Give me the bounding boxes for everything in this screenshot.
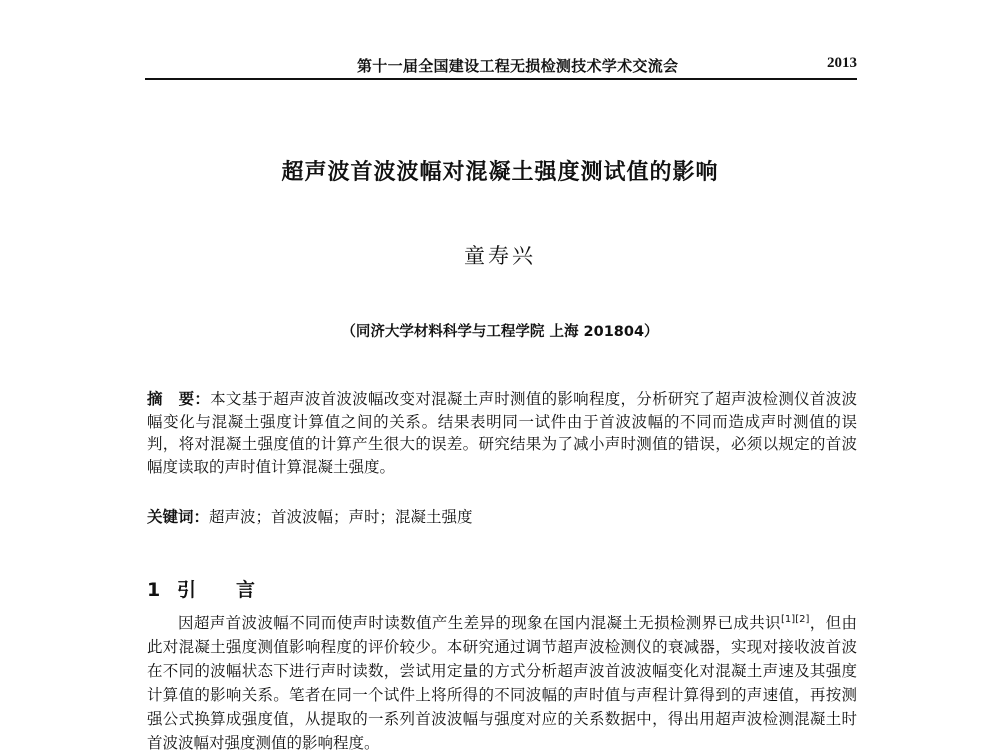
- keywords-text: 超声波；首波波幅；声时；混凝土强度: [209, 508, 473, 526]
- header-year: 2013: [827, 55, 857, 71]
- running-header: [145, 52, 857, 80]
- author-affiliation: （同济大学材料科学与工程学院 上海 201804）: [341, 324, 659, 340]
- keywords: [147, 506, 857, 528]
- paper-author: 童寿兴: [464, 244, 536, 268]
- conference-name: 第十一届全国建设工程无损检测技术学术交流会: [357, 57, 679, 75]
- section-title: 引言: [177, 579, 296, 601]
- abstract: [147, 388, 857, 478]
- paper-title: 超声波首波波幅对混凝土强度测试值的影响: [281, 160, 719, 185]
- section-number: 1: [147, 579, 161, 601]
- citation-refs: [1][2]: [781, 613, 810, 625]
- intro-paragraph: [147, 611, 857, 755]
- abstract-label: 摘 要：: [147, 390, 211, 408]
- keywords-label: 关键词：: [147, 508, 210, 526]
- abstract-text: 本文基于超声波首波波幅改变对混凝土声时测值的影响程度，分析研究了超声波检测仪首波波幅变化与混凝土强度计算值之间的关系。结果表明同一试件由于首波波幅的不同而造成声时测值的误判，将对混凝土强度值的计算产生很大的误差。研究结果为了减小声时测值的错误，必须以规定的首波幅度读取的声时值计算混凝土强度。: [147, 390, 857, 476]
- section-heading: [147, 575, 295, 602]
- paragraph-rest: ，但由此对混凝土强度测值影响程度的评价较少。本研究通过调节超声波检测仪的衰减器，实现对接收波首波在不同的波幅状态下进行声时读数，尝试用定量的方式分析超声波首波波幅变化对混凝土声速及其强度计算值的影响关系。笔者在同一个试件上将所得的不同波幅的声时值与声程计算得到的声速值，再按测强公式换算成强度值，从提取的一系列首波波幅与强度对应的关系数据中，得出用超声波检测混凝土时首波波幅对强度测值的影响程度。: [147, 614, 857, 752]
- paragraph-start: 因超声首波波幅不同而使声时读数值产生差异的现象在国内混凝土无损检测界已成共识: [178, 614, 782, 632]
